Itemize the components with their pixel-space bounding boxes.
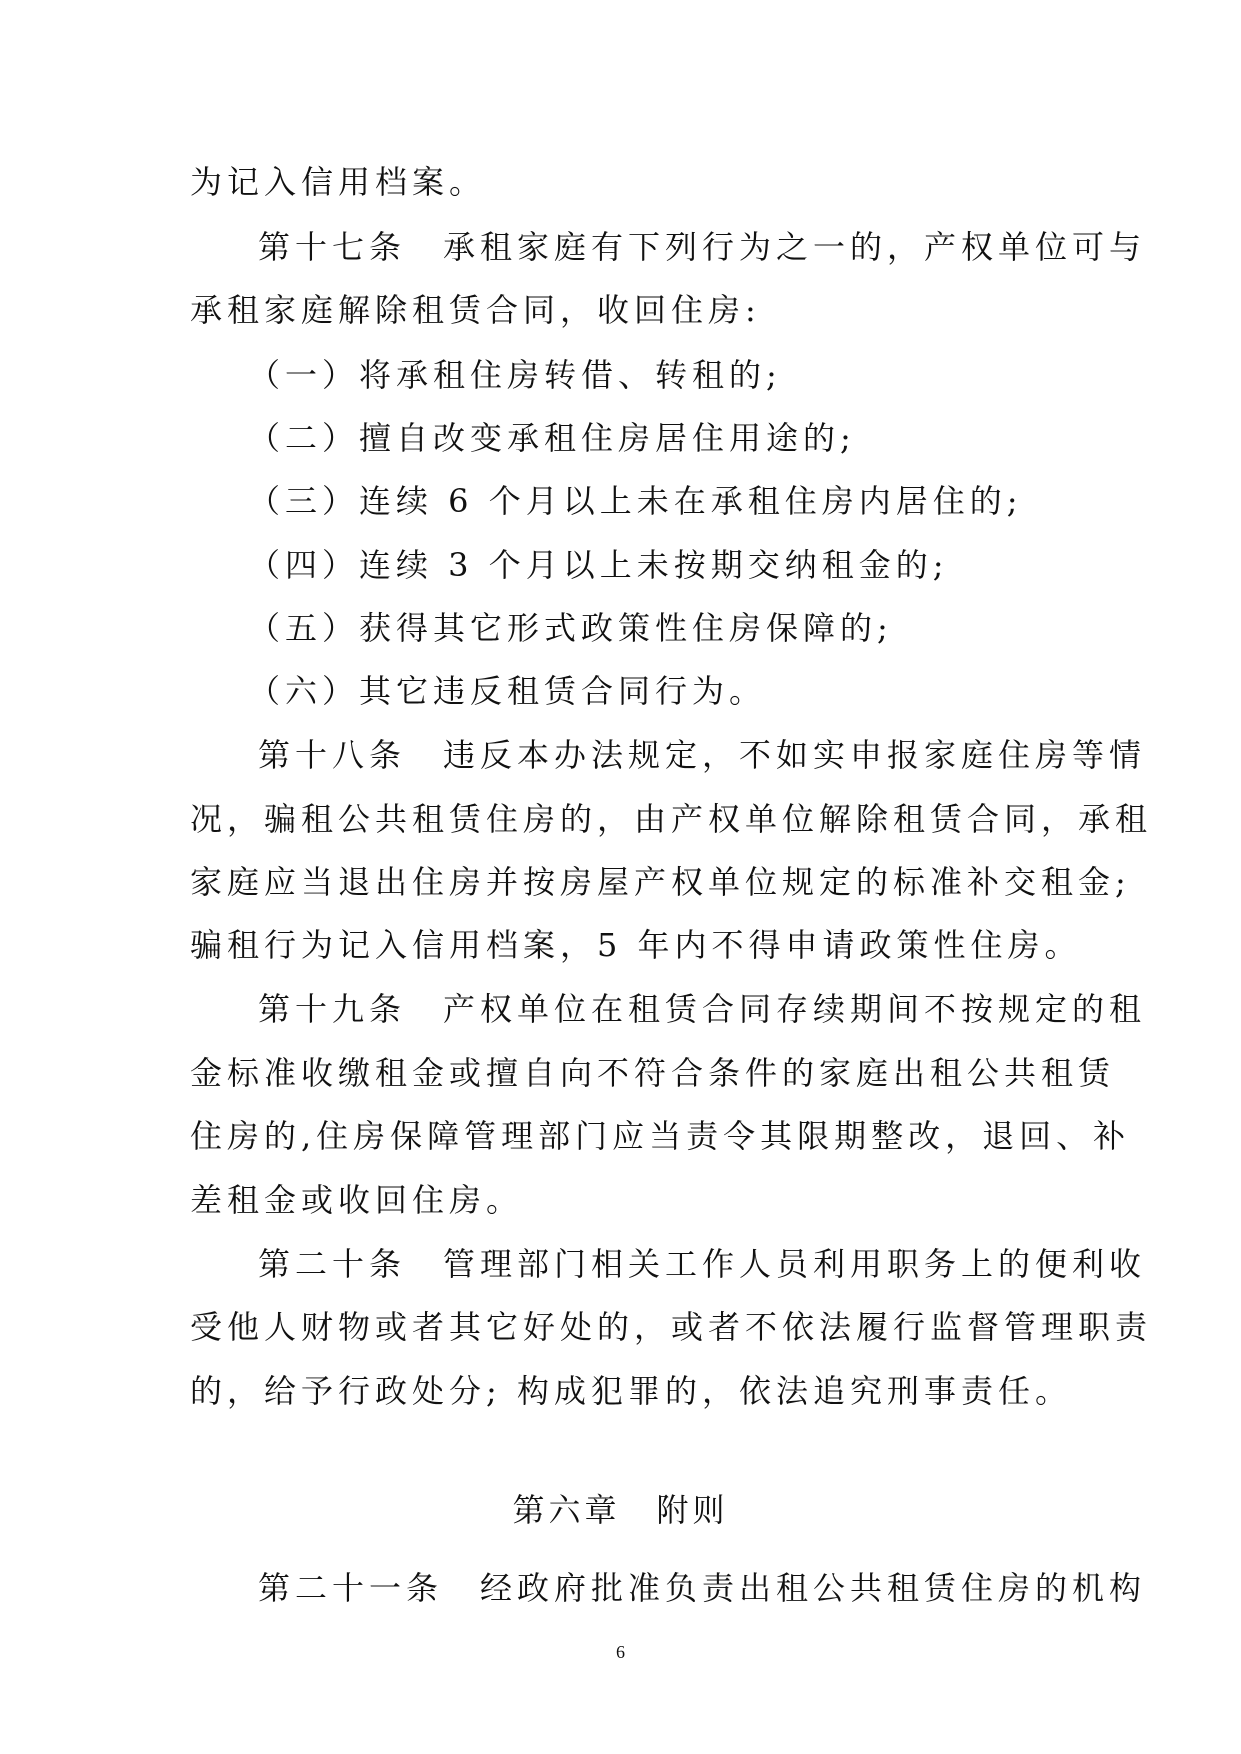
list-item: （五）获得其它形式政策性住房保障的; [248, 609, 893, 647]
list-item: （一）将承租住房转借、转租的; [248, 356, 782, 394]
text-line: 受他人财物或者其它好处的，或者不依法履行监督管理职责 [190, 1308, 1153, 1346]
list-item: （六）其它违反租赁合同行为。 [248, 672, 767, 710]
text-line: 承租家庭解除租赁合同，收回住房: [190, 291, 761, 329]
article-20-heading-line: 第二十条 管理部门相关工作人员利用职务上的便利收 [258, 1245, 1147, 1283]
text-line: 况，骗租公共租赁住房的，由产权单位解除租赁合同，承租 [190, 800, 1153, 838]
list-item: （四）连续 3 个月以上未按期交纳租金的; [248, 546, 949, 584]
chapter-title: 第六章 附则 [512, 1491, 729, 1529]
text-line: 骗租行为记入信用档案，5 年内不得申请政策性住房。 [190, 926, 1082, 964]
text-line: 为记入信用档案。 [190, 163, 487, 201]
text-line: 金标准收缴租金或擅自向不符合条件的家庭出租公共租赁 [190, 1054, 1116, 1092]
text-line: 住房的,住房保障管理部门应当责令其限期整改，退回、补 [190, 1117, 1131, 1155]
list-item: （二）擅自改变承租住房居住用途的; [248, 419, 856, 457]
page-number: 6 [616, 1642, 625, 1662]
article-17-heading-line: 第十七条 承租家庭有下列行为之一的，产权单位可与 [258, 228, 1147, 266]
text-line: 的，给予行政处分; 构成犯罪的，依法追究刑事责任。 [190, 1372, 1072, 1410]
article-21-heading-line: 第二十一条 经政府批准负责出租公共租赁住房的机构 [258, 1569, 1147, 1607]
article-18-heading-line: 第十八条 违反本办法规定，不如实申报家庭住房等情 [258, 736, 1147, 774]
text-line: 差租金或收回住房。 [190, 1181, 524, 1219]
text-line: 家庭应当退出住房并按房屋产权单位规定的标准补交租金; [190, 863, 1131, 901]
article-19-heading-line: 第十九条 产权单位在租赁合同存续期间不按规定的租 [258, 990, 1147, 1028]
list-item: （三）连续 6 个月以上未在承租住房内居住的; [248, 482, 1023, 520]
